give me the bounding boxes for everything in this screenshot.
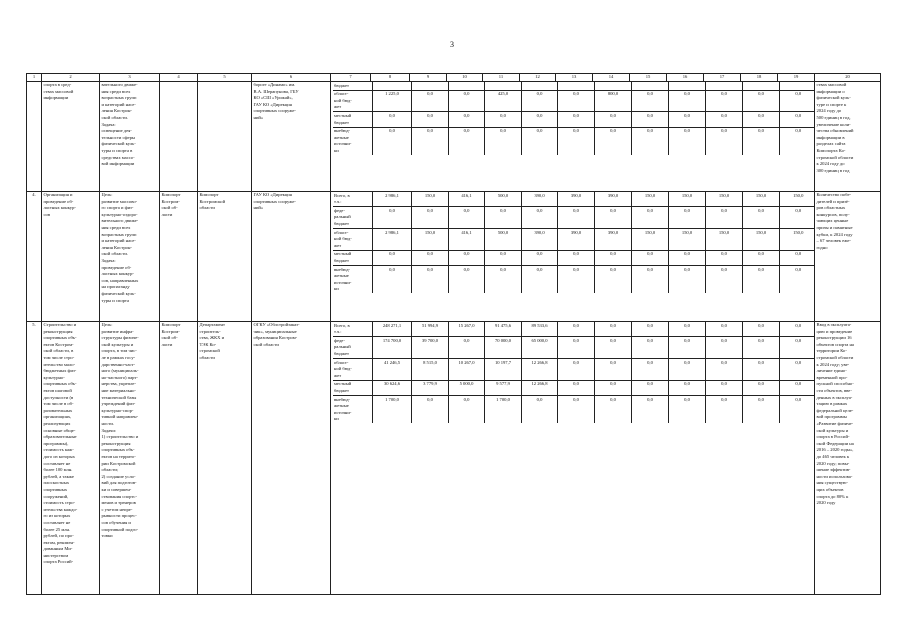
funding-amount xyxy=(632,82,669,90)
funding-source: внебюд- жетные источни- ки xyxy=(334,128,352,153)
funding-amount: 0,0 xyxy=(412,250,449,265)
program-activities-table xyxy=(26,73,881,595)
funding-amount: 89 533,6 xyxy=(522,322,558,337)
funding-row xyxy=(333,82,815,90)
funding-amount: 0,0 xyxy=(373,112,412,127)
funding-amount: 416,1 xyxy=(449,192,485,207)
funding-amount: 0,0 xyxy=(632,207,669,229)
activity-row-4 xyxy=(27,191,881,321)
funding-amount: 2 986,1 xyxy=(373,229,412,251)
funding-amount: 0,0 xyxy=(558,127,595,155)
funding-amount: 0,0 xyxy=(669,127,706,155)
funding-amount: 0,0 xyxy=(780,396,815,424)
funding-source: област- ной бюд- жет xyxy=(333,359,373,381)
funding-amount: 0,0 xyxy=(373,207,412,229)
funding-amount: 0,0 xyxy=(412,266,449,294)
funding-amount: 0,0 xyxy=(743,266,780,294)
funding-amount: 0,0 xyxy=(632,359,669,381)
funding-amount: 0,0 xyxy=(522,90,558,112)
funding-amount xyxy=(485,82,522,90)
funding-amount: 0,0 xyxy=(669,337,706,359)
col-number: 15 xyxy=(630,74,667,82)
funding-amount: 0,0 xyxy=(558,380,595,395)
responsible-executor: Департамент строитель- ства, ЖКХ и ТЭК Ко- стромской области xyxy=(198,321,252,594)
funding-amount: 0,0 xyxy=(558,359,595,381)
funding-amount: 248 271,1 xyxy=(373,322,412,337)
funding-amount: 150,0 xyxy=(743,229,780,251)
funding-amount: 150,0 xyxy=(412,192,449,207)
funding-amount: 0,0 xyxy=(558,337,595,359)
funding-table xyxy=(333,322,815,423)
funding-amount xyxy=(373,82,412,90)
funding-amount: 150,0 xyxy=(743,192,780,207)
funding-amount: 0,0 xyxy=(669,250,706,265)
funding-amount: 150,0 xyxy=(669,229,706,251)
funding-amount: 500,0 xyxy=(485,229,522,251)
funding-amount: 1 700,0 xyxy=(485,396,522,424)
funding-amount: 0,0 xyxy=(412,396,449,424)
funding-amount: 0,0 xyxy=(780,322,815,337)
expected-result: Количество побе- дителей и призё- ров областных конкурсов, полу- чающих ценные призы и памятные кубки, к 2024 году – 67 человек еже- годно xyxy=(815,191,881,321)
col-number: 5 xyxy=(198,74,252,82)
funding-amount: 390,0 xyxy=(595,192,632,207)
funding-amount: 0,0 xyxy=(595,322,632,337)
funding-row xyxy=(333,229,815,251)
funding-amount: 390,0 xyxy=(558,229,595,251)
funding-amount: 0,0 xyxy=(558,90,595,112)
funding-amount: 0,0 xyxy=(449,127,485,155)
funding-amount: 15 267,0 xyxy=(449,322,485,337)
funding-amount: 0,0 xyxy=(522,266,558,294)
funding-amount: 0,0 xyxy=(632,127,669,155)
funding-amount: 3 779,9 xyxy=(412,380,449,395)
funding-source: феде- ральный бюджет xyxy=(333,337,373,359)
funding-amount: 41 246,5 xyxy=(373,359,412,381)
funding-amount: 0,0 xyxy=(412,207,449,229)
funding-amount: 150,0 xyxy=(669,192,706,207)
row-number xyxy=(27,81,42,191)
funding-amount xyxy=(558,82,595,90)
funding-amount: 0,0 xyxy=(669,90,706,112)
col-number: 18 xyxy=(741,74,778,82)
funding-amount: 12 266,8 xyxy=(522,359,558,381)
col-number: 19 xyxy=(778,74,815,82)
funding-amount: 174 700,0 xyxy=(373,337,412,359)
funding-amount: 425,0 xyxy=(485,90,522,112)
funding-amount: 0,0 xyxy=(743,90,780,112)
col-number: 3 xyxy=(100,74,160,82)
funding-amount: 10 197,7 xyxy=(485,359,522,381)
funding-amount: 0,0 xyxy=(743,250,780,265)
funding-amount: 30 624,6 xyxy=(373,380,412,395)
funding-amount: 39 700,0 xyxy=(412,337,449,359)
funding-source: област- ной бюд- жет xyxy=(333,229,373,251)
funding-amount: 0,0 xyxy=(449,266,485,294)
funding-source: внебюд- жетные источни- ки xyxy=(334,266,352,292)
funding-amount: 8 515,0 xyxy=(412,359,449,381)
funding-amount: 0,0 xyxy=(632,112,669,127)
col-number: 8 xyxy=(371,74,410,82)
funding-amount: 70 000,0 xyxy=(485,337,522,359)
col-number: 12 xyxy=(520,74,556,82)
funding-source: местный бюджет xyxy=(333,380,373,395)
funding-amount: 0,0 xyxy=(595,266,632,294)
funding-amount: 0,0 xyxy=(558,322,595,337)
funding-amount xyxy=(780,82,815,90)
funding-amount: 0,0 xyxy=(669,396,706,424)
funding-amount: 0,0 xyxy=(632,380,669,395)
funding-amount: 390,0 xyxy=(558,192,595,207)
col-number: 9 xyxy=(410,74,447,82)
col-number: 1 xyxy=(27,74,42,82)
funding-source: местный бюджет xyxy=(333,112,373,127)
funding-amount: 0,0 xyxy=(373,250,412,265)
funding-amount: 0,0 xyxy=(780,207,815,229)
funding-amount: 0,0 xyxy=(522,396,558,424)
funding-amount: 416,1 xyxy=(449,229,485,251)
funding-amount: 0,0 xyxy=(558,207,595,229)
funding-amount: 0,0 xyxy=(595,127,632,155)
activity-row-5 xyxy=(27,321,881,594)
funding-amount: 0,0 xyxy=(706,359,743,381)
funding-table xyxy=(333,82,815,155)
funding-amount: 0,0 xyxy=(780,337,815,359)
funding-amount: 0,0 xyxy=(632,266,669,294)
funding-amount: 0,0 xyxy=(706,337,743,359)
funding-amount xyxy=(449,82,485,90)
funding-source: внебюд- жетные источни- ки xyxy=(334,396,352,422)
executor: ОГКУ «Облстройзаказ- чик», муниципальные образования Костром- ской области xyxy=(252,321,331,594)
funding-amount: 1 700,0 xyxy=(373,396,412,424)
funding-amount: 0,0 xyxy=(558,396,595,424)
funding-table xyxy=(333,192,815,293)
funding-amount: 0,0 xyxy=(780,127,815,155)
funding-amount: 0,0 xyxy=(632,322,669,337)
funding-amount: 0,0 xyxy=(412,127,449,155)
funding-amount: 0,0 xyxy=(485,112,522,127)
funding-amount: 0,0 xyxy=(743,112,780,127)
funding-amount: 0,0 xyxy=(373,266,412,294)
funding-amount: 0,0 xyxy=(743,337,780,359)
funding-amount: 0,0 xyxy=(706,396,743,424)
funding-amount: 800,0 xyxy=(595,90,632,112)
activity-name: Организация и проведение об- ластных конкур- сов xyxy=(42,191,100,321)
funding-amount xyxy=(669,82,706,90)
funding-rows xyxy=(333,322,815,423)
funding-amount: 0,0 xyxy=(558,266,595,294)
funding-amount: 0,0 xyxy=(706,250,743,265)
col-number: 11 xyxy=(483,74,520,82)
funding-amount: 0,0 xyxy=(706,90,743,112)
page-number: 3 xyxy=(450,40,454,49)
funding-amount xyxy=(412,82,449,90)
funding-amount: 65 000,0 xyxy=(522,337,558,359)
executor: ГАУ КО «Дирекция спортивных сооруже- ний» xyxy=(252,191,331,321)
funding-amount: 0,0 xyxy=(595,112,632,127)
funding-amount xyxy=(595,82,632,90)
funding-row xyxy=(333,337,815,359)
funding-amount: 12 266,8 xyxy=(522,380,558,395)
funding-row xyxy=(333,359,815,381)
funding-amount: 0,0 xyxy=(669,322,706,337)
funding-amount xyxy=(743,82,780,90)
funding-amount: 0,0 xyxy=(485,250,522,265)
funding-amount: 0,0 xyxy=(780,359,815,381)
funding-amount: 0,0 xyxy=(449,250,485,265)
funding-amount: 0,0 xyxy=(706,266,743,294)
funding-amount: 0,0 xyxy=(595,396,632,424)
funding-row xyxy=(333,250,815,265)
funding-amount: 91 475,6 xyxy=(485,322,522,337)
funding-amount: 0,0 xyxy=(743,380,780,395)
activity-goal: Цель: развитие массово- го спорта и физ- культурно-оздоро- вительного движе- ния среди всех возрастных групп и категорий насе- ления Кострон- ской области. Задача: проведение об- ластных конкур- сов, направленных на пропаганду физической куль- туры и спорта xyxy=(100,191,160,321)
funding-amount: 0,0 xyxy=(595,359,632,381)
activity-goal: вательного движе- ния среди всех возрастных групп и категорий насе- ления Кострон- ской области. Задача: освещение дея- тельности сферы физической куль- туры и спорта в средствах массо- вой информации xyxy=(100,81,160,191)
responsible-executor xyxy=(198,81,252,191)
funding-amount: 500,0 xyxy=(485,192,522,207)
funding-amount: 51 994,9 xyxy=(412,322,449,337)
funding-amount: 0,0 xyxy=(485,207,522,229)
executor: бороге «Динамо» им. В.А. Шерапунова, ГБУ КО «СШ «Урожай», ГАУ КО «Дирекция спортивных сооруже- ний» xyxy=(252,81,331,191)
funding-amount: 0,0 xyxy=(669,380,706,395)
funding-source: феде- ральный бюджет xyxy=(333,207,373,229)
funding-row xyxy=(333,192,815,207)
row-number: 4. xyxy=(27,191,42,321)
expected-result: ствах массовой информации о физической куль- туре и спорте к 2024 году до 500 единиц в год, увеличение коли- чества обновлений информации в разделах сайта Комспорта Ко- стромской области к 2024 году до 300 единиц в год xyxy=(815,81,881,191)
funding-amount: 0,0 xyxy=(485,127,522,155)
activity-goal: Цель: развитие инфра- структуры физиче- ской культуры и спорта, в том чис- ле в рамках госу- дарственно-част- ного (муниципаль- но-частного) парт- нерства, укрепле- ние материально- технической базы учреждений физ- культурно-спор- тивной направлен- ности. Задачи: 1) строительство и реконструкция спортивных объ- ектов на террито- рии Костромской области; 2) создание усло- вий для подготов- ки и совершен- ствования спортс- менов и тренеров с учетом непре- рывности процес- сов обучения и спортивной подго- товки xyxy=(100,321,160,594)
funding-amount: 0,0 xyxy=(780,250,815,265)
funding-amount: 0,0 xyxy=(780,90,815,112)
col-number: 17 xyxy=(704,74,741,82)
funding-row xyxy=(333,207,815,229)
col-number: 6 xyxy=(252,74,331,82)
funding-amount xyxy=(522,82,558,90)
funding-amount: 2 986,1 xyxy=(373,192,412,207)
funding-amount: 0,0 xyxy=(522,127,558,155)
funding-row xyxy=(333,396,815,424)
funding-amount: 0,0 xyxy=(743,207,780,229)
col-number: 7 xyxy=(331,74,371,82)
funding-amount: 0,0 xyxy=(595,250,632,265)
col-number: 10 xyxy=(447,74,483,82)
funding-amount: 0,0 xyxy=(632,250,669,265)
funding-block xyxy=(331,321,815,594)
funding-amount: 9 577,9 xyxy=(485,380,522,395)
funding-amount: 0,0 xyxy=(522,207,558,229)
funding-amount: 0,0 xyxy=(595,337,632,359)
co-executor: Комспорт Костром- ской об- ласти xyxy=(160,191,198,321)
funding-amount: 150,0 xyxy=(780,192,815,207)
funding-source: местный бюджет xyxy=(333,250,373,265)
responsible-executor: Комспорт Костромской области xyxy=(198,191,252,321)
funding-amount: 0,0 xyxy=(485,266,522,294)
col-number: 16 xyxy=(667,74,704,82)
funding-amount: 150,0 xyxy=(412,229,449,251)
funding-amount: 0,0 xyxy=(706,322,743,337)
funding-amount: 0,0 xyxy=(706,112,743,127)
funding-amount: 150,0 xyxy=(780,229,815,251)
funding-amount: 0,0 xyxy=(522,112,558,127)
funding-amount: 0,0 xyxy=(632,337,669,359)
funding-row xyxy=(333,112,815,127)
funding-row xyxy=(333,380,815,395)
funding-amount: 0,0 xyxy=(412,90,449,112)
funding-amount: 0,0 xyxy=(449,207,485,229)
funding-amount: 0,0 xyxy=(412,112,449,127)
col-number: 14 xyxy=(593,74,630,82)
funding-amount: 150,0 xyxy=(632,192,669,207)
funding-amount: 0,0 xyxy=(780,380,815,395)
funding-amount: 0,0 xyxy=(706,127,743,155)
funding-amount: 0,0 xyxy=(558,250,595,265)
funding-amount: 0,0 xyxy=(669,266,706,294)
funding-source: Всего, в т.ч.: xyxy=(333,192,373,207)
funding-amount: 0,0 xyxy=(522,250,558,265)
funding-amount: 0,0 xyxy=(669,112,706,127)
col-number: 20 xyxy=(815,74,881,82)
funding-amount: 0,0 xyxy=(743,127,780,155)
funding-amount: 1 225,0 xyxy=(373,90,412,112)
row-number: 5. xyxy=(27,321,42,594)
funding-amount: 0,0 xyxy=(706,207,743,229)
funding-amount: 150,0 xyxy=(706,192,743,207)
activity-row-continued xyxy=(27,81,881,191)
funding-amount: 0,0 xyxy=(743,322,780,337)
expected-result: Ввод в эксплуата- цию и проведение реконструкции 16 объектов спорта на территории Ко- стромской области к 2024 году; уве- личение едино- временной про- пускной способно- сти объектов, вве- денных в эксплуа- тацию в рамках федеральной целе- вой программы «Развитие физиче- ской культуры и спорта в Россий- ской Федерации на 2016 – 2020 годы», до 465 человек к 2020 году; повы- шение эффектив- ности использова- ния существую- щих объектов спорта до 80% к 2020 году xyxy=(815,321,881,594)
col-number: 4 xyxy=(160,74,198,82)
funding-row xyxy=(333,90,815,112)
funding-source: бюджет xyxy=(333,82,373,90)
funding-block xyxy=(331,191,815,321)
funding-amount: 0,0 xyxy=(706,380,743,395)
col-number: 13 xyxy=(556,74,593,82)
funding-source: Всего, в т.ч.: xyxy=(333,322,373,337)
co-executor xyxy=(160,81,198,191)
funding-amount: 0,0 xyxy=(780,112,815,127)
funding-amount: 0,0 xyxy=(669,359,706,381)
funding-amount: 0,0 xyxy=(595,380,632,395)
funding-amount: 0,0 xyxy=(449,90,485,112)
funding-amount: 0,0 xyxy=(449,112,485,127)
funding-block xyxy=(331,81,815,191)
funding-amount: 150,0 xyxy=(632,229,669,251)
funding-amount: 0,0 xyxy=(632,396,669,424)
funding-amount: 0,0 xyxy=(595,207,632,229)
funding-amount: 0,0 xyxy=(558,112,595,127)
co-executor: Комспорт Костром- ской об- ласти xyxy=(160,321,198,594)
funding-amount: 0,0 xyxy=(373,127,412,155)
funding-row xyxy=(333,127,815,155)
funding-amount: 5 000,0 xyxy=(449,380,485,395)
funding-amount: 390,0 xyxy=(595,229,632,251)
funding-row xyxy=(333,266,815,294)
funding-amount xyxy=(706,82,743,90)
funding-amount: 150,0 xyxy=(706,229,743,251)
funding-amount: 0,0 xyxy=(743,359,780,381)
col-number: 2 xyxy=(42,74,100,82)
column-number-row xyxy=(27,74,881,82)
funding-rows xyxy=(333,192,815,293)
funding-amount: 0,0 xyxy=(449,396,485,424)
funding-amount: 0,0 xyxy=(743,396,780,424)
funding-amount: 0,0 xyxy=(780,266,815,294)
funding-amount: 0,0 xyxy=(449,337,485,359)
funding-amount: 0,0 xyxy=(669,207,706,229)
funding-amount: 390,0 xyxy=(522,229,558,251)
funding-amount: 0,0 xyxy=(632,90,669,112)
funding-rows xyxy=(333,82,815,155)
funding-source: област- ной бюд- жет xyxy=(333,90,373,112)
activity-name: спорта в сред- ствах массовой информации xyxy=(42,81,100,191)
funding-row xyxy=(333,322,815,337)
funding-amount: 10 267,0 xyxy=(449,359,485,381)
funding-amount: 390,0 xyxy=(522,192,558,207)
activity-name: Строительство и реконструкция спортивных объ- ектов Костром- ской области, в том числе стро- ительство мало- бюджетных физ- культурно- спортивных объ- ектов шаговой доступности (в том числе в об- разовательных организациях, реализующих основные обще- образовательные программы), стоимость каж- дого из которых составляет не более 100 млн. рублей, а также плоскостных спортивных сооружений, стоимость стро- ительства каждо- го из которых составляет не более 25 млн. рублей, по про- ектам, рекомен- дованным Ми- нистерством спорта Россий- xyxy=(42,321,100,594)
